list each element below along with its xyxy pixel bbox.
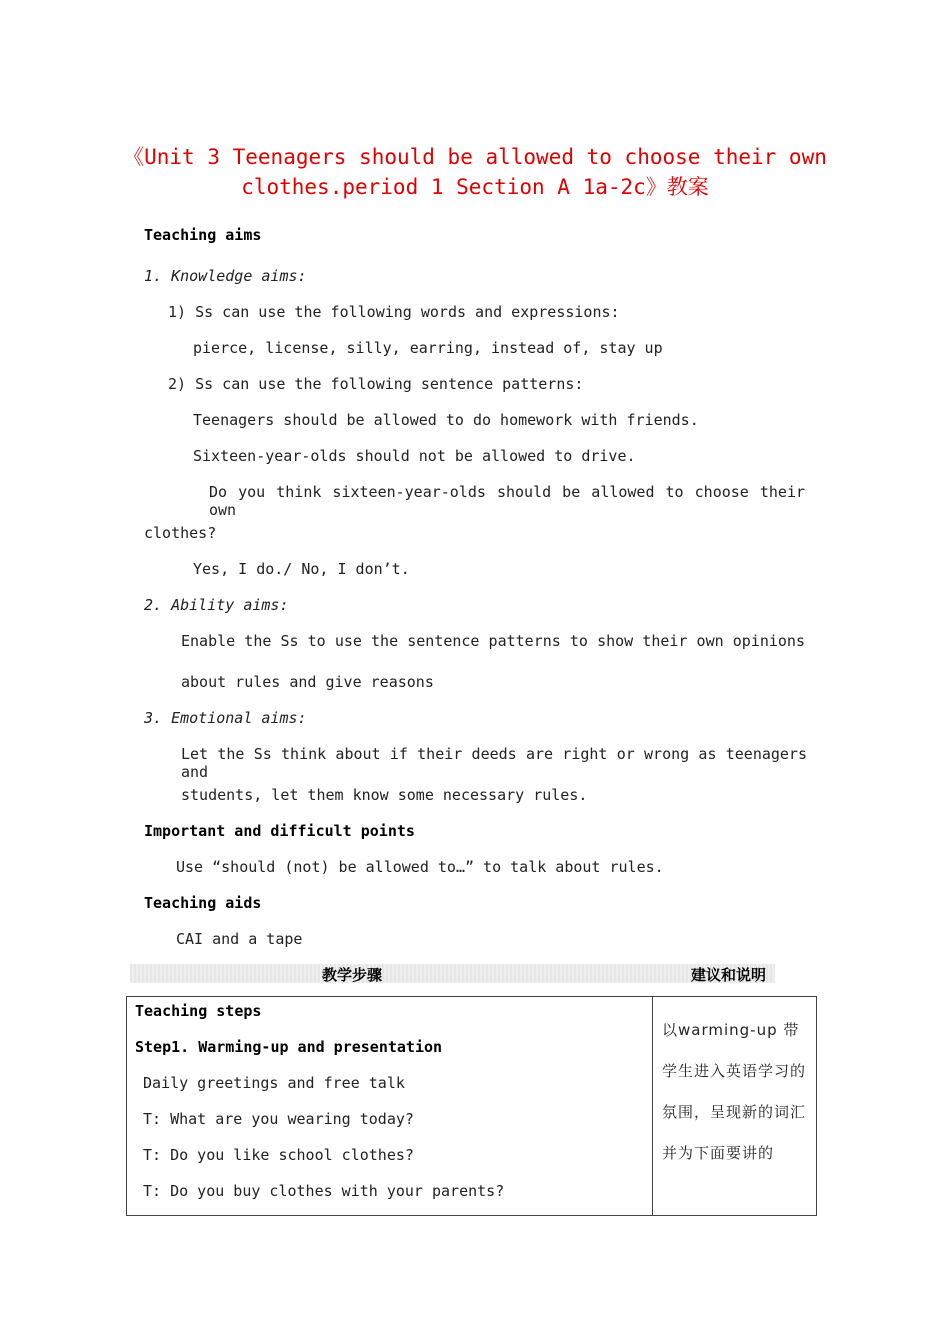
teaching-aids-heading: Teaching aids bbox=[144, 894, 262, 912]
important-points-text: Use “should (not) be allowed to…” to talk about rules. bbox=[176, 858, 664, 876]
emotional-aims-line-1: Let the Ss think about if their deeds are right or wrong as teenagers and bbox=[181, 745, 807, 781]
emotional-aims-line-2: students, let them know some necessary rules. bbox=[181, 786, 588, 804]
knowledge-item-1: 1) Ss can use the following words and expressions: bbox=[168, 303, 620, 321]
table-header-band bbox=[130, 964, 775, 983]
sentence-pattern-2: Sixteen-year-olds should not be allowed to drive. bbox=[193, 447, 636, 465]
vocabulary-words: pierce, license, silly, earring, instead of, stay up bbox=[193, 339, 663, 357]
sentence-pattern-3-line-1: Do you think sixteen-year-olds should be allowed to choose their own bbox=[209, 483, 805, 519]
steps-cell bbox=[127, 997, 653, 1216]
document-title-line-2: clothes.period 1 Section A 1a-2c》教案 bbox=[241, 175, 709, 199]
step-line: T: Do you buy clothes with your parents? bbox=[143, 1182, 505, 1200]
notes-cell bbox=[653, 997, 817, 1216]
step-line: Daily greetings and free talk bbox=[143, 1074, 405, 1092]
ability-aims-line-1: Enable the Ss to use the sentence patterns to show their own opinions bbox=[181, 632, 805, 650]
knowledge-item-2: 2) Ss can use the following sentence patterns: bbox=[168, 375, 584, 393]
step-line: T: Do you like school clothes? bbox=[143, 1146, 414, 1164]
emotional-aims-label: 3. Emotional aims: bbox=[144, 709, 307, 727]
important-points-heading: Important and difficult points bbox=[144, 822, 415, 840]
teaching-aids-text: CAI and a tape bbox=[176, 930, 303, 948]
ability-aims-label: 2. Ability aims: bbox=[144, 596, 289, 614]
step-1-heading: Step1. Warming-up and presentation bbox=[135, 1038, 443, 1056]
teaching-note: 以warming-up 带学生进入英语学习的氛围，呈现新的词汇并为下面要讲的 bbox=[662, 1021, 807, 1162]
teaching-steps-heading: Teaching steps bbox=[135, 1002, 262, 1020]
sentence-pattern-3-line-2: clothes? bbox=[144, 524, 217, 542]
sample-answer: Yes, I do./ No, I don’t. bbox=[193, 560, 410, 578]
knowledge-aims-label: 1. Knowledge aims: bbox=[144, 267, 307, 285]
teaching-aims-heading: Teaching aims bbox=[144, 226, 262, 244]
teaching-steps-table bbox=[126, 996, 817, 1216]
table-header-notes: 建议和说明 bbox=[691, 966, 767, 984]
ability-aims-line-2: about rules and give reasons bbox=[181, 673, 434, 691]
document-title-line-1: 《Unit 3 Teenagers should be allowed to choose their own bbox=[123, 145, 827, 169]
step-line: T: What are you wearing today? bbox=[143, 1110, 414, 1128]
table-header-steps: 教学步骤 bbox=[322, 966, 383, 984]
sentence-pattern-1: Teenagers should be allowed to do homework with friends. bbox=[193, 411, 699, 429]
